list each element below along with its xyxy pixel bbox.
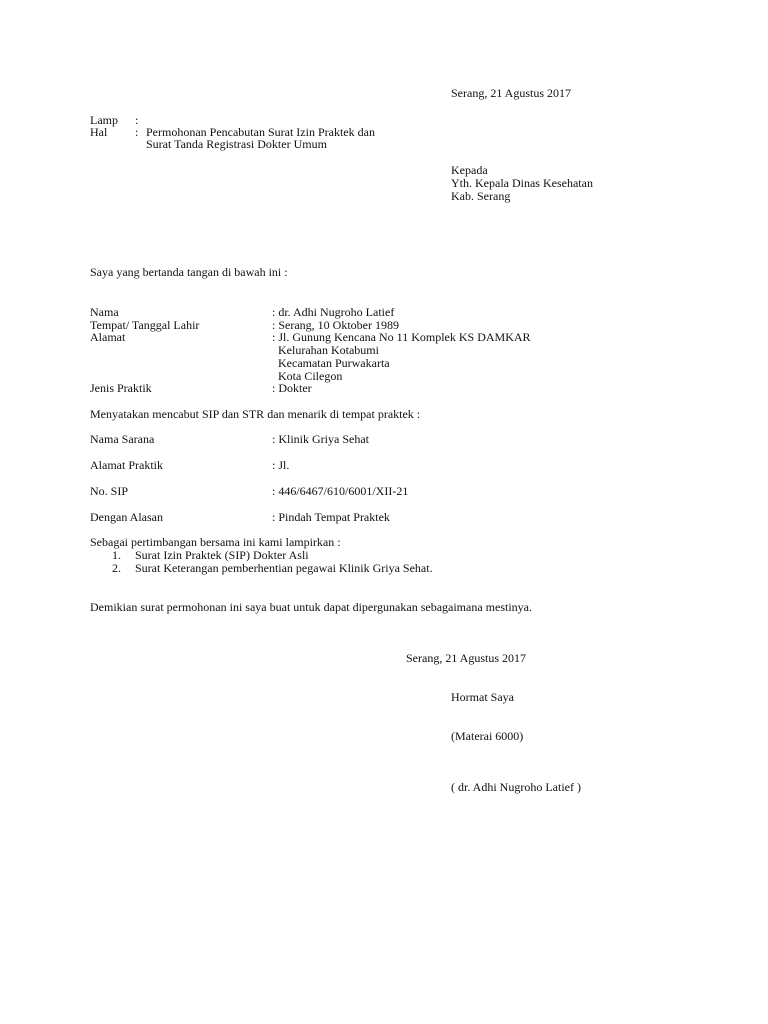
closing-text: Demikian surat permohonan ini saya buat untuk dapat dipergunakan sebagaimana mestinya. <box>90 600 532 614</box>
reason-value: : Pindah Tempat Praktek <box>272 510 390 524</box>
recipient-line1: Kepada <box>451 163 488 177</box>
sip-value: : 446/6467/610/6001/XII-21 <box>272 484 409 498</box>
recipient-line3: Kab. Serang <box>451 189 511 203</box>
stamp-placeholder: (Materai 6000) <box>451 729 524 743</box>
hal-label: Hal <box>90 125 108 139</box>
practice-address-value: : Jl. <box>272 458 290 472</box>
signature-place-date: Serang, 21 Agustus 2017 <box>406 651 526 665</box>
attachment-number: 2. <box>112 561 121 575</box>
practice-address-label: Alamat Praktik <box>90 458 163 472</box>
reason-label: Dengan Alasan <box>90 510 163 524</box>
signature-regards: Hormat Saya <box>451 690 514 704</box>
name-value: : dr. Adhi Nugroho Latief <box>272 305 395 319</box>
birth-value: : Serang, 10 Oktober 1989 <box>272 318 399 332</box>
birth-label: Tempat/ Tanggal Lahir <box>90 318 200 332</box>
practice-type-value: : Dokter <box>272 381 312 395</box>
hal-subject-line1: Permohonan Pencabutan Surat Izin Praktek dan <box>146 125 375 139</box>
hal-colon: : <box>135 125 139 139</box>
address-value-line4: Kota Cilegon <box>278 369 343 383</box>
address-label: Alamat <box>90 330 126 344</box>
lamp-label: Lamp <box>90 113 118 127</box>
attachments-intro: Sebagai pertimbangan bersama ini kami lampirkan : <box>90 535 341 549</box>
facility-label: Nama Sarana <box>90 432 155 446</box>
signatory-name: ( dr. Adhi Nugroho Latief ) <box>451 780 581 794</box>
intro-text: Saya yang bertanda tangan di bawah ini : <box>90 265 288 279</box>
sip-label: No. SIP <box>90 484 129 498</box>
facility-value: : Klinik Griya Sehat <box>272 432 369 446</box>
practice-type-label: Jenis Praktik <box>90 381 152 395</box>
recipient-line2: Yth. Kepala Dinas Kesehatan <box>451 176 593 190</box>
address-value-line1: : Jl. Gunung Kencana No 11 Komplek KS DAMKAR <box>272 330 531 344</box>
attachment-number: 1. <box>112 548 121 562</box>
hal-subject-line2: Surat Tanda Registrasi Dokter Umum <box>146 137 327 151</box>
name-label: Nama <box>90 305 119 319</box>
address-value-line2: Kelurahan Kotabumi <box>278 343 379 357</box>
statement-text: Menyatakan mencabut SIP dan STR dan menarik di tempat praktek : <box>90 407 421 421</box>
attachment-text: Surat Keterangan pemberhentian pegawai Klinik Griya Sehat. <box>135 561 433 575</box>
header-place-date: Serang, 21 Agustus 2017 <box>451 86 571 100</box>
address-value-line3: Kecamatan Purwakarta <box>278 356 390 370</box>
attachment-text: Surat Izin Praktek (SIP) Dokter Asli <box>135 548 309 562</box>
lamp-colon: : <box>135 113 139 127</box>
